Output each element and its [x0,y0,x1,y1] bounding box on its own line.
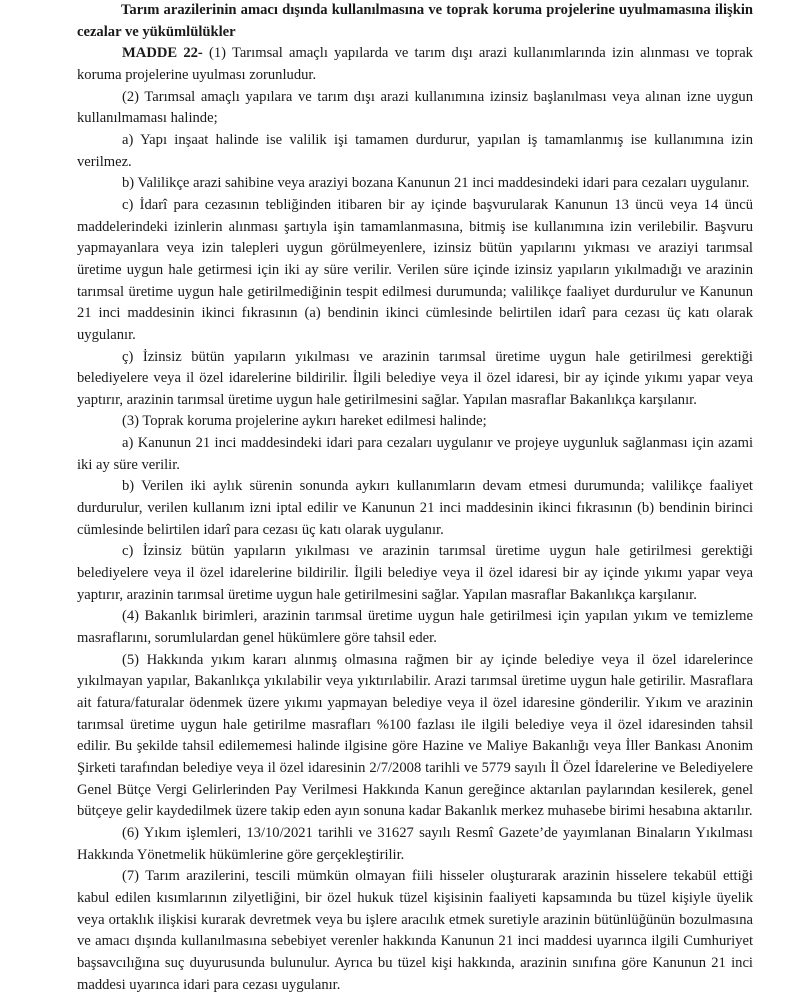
paragraph-3a: a) Kanunun 21 inci maddesindeki idari para cezaları uygulanır ve projeye uygunluk sağlanması için azami iki ay süre verilir. [77,435,753,473]
paragraph-3: (3) Toprak koruma projelerine aykırı hareket edilmesi halinde; [122,413,487,430]
paragraph-3c: c) İzinsiz bütün yapıların yıkılması ve arazinin tarımsal üretime uygun hale getirilmesi gerektiği belediyelere veya il özel idarelerine bildirilir. İlgili belediye veya il özel idaresi bir ay içinde yıkımı yapar veya yaptırır, arazinin tarımsal üretime uygun hale getirilmesini sağlar. Yapılan masraflar Bakanlıkça karşılanır. [77,543,753,603]
paragraph-2c: c) İdarî para cezasının tebliğinden itibaren bir ay içinde başvurularak Kanunun 13 üncü veya 14 üncü maddelerindeki izinlerin alınması şartıyla işin tamamlanmasına, bitmiş ise kullanımına izin verilebilir. Başvuru yapmayanlara veya izin talepleri uygun görülmeyenlere, izinsiz bütün yapılarını yıkması ve araziyi tarımsal üretime uygun hale getirmesi için iki ay süre verilir. Verilen süre içinde izinsiz yapıların yıkılmadığı ve arazinin tarımsal üretime uygun hale getirilmediğinin tespit edilmesi durumunda; valilikçe faaliyet durdurulur ve Kanunun 21 inci maddesinin ikinci fıkrasının (a) bendinin ikinci cümlesinde belirtilen idarî para cezası üç katı olarak uygulanır. [77,196,753,343]
article-heading: Tarım arazilerinin amacı dışında kullanılmasına ve toprak koruma projelerine uyulmamasına ilişkin cezalar ve yükümlülükler [77,2,753,40]
paragraph-3b: b) Verilen iki aylık sürenin sonunda aykırı kullanımların devam etmesi durumunda; valilikçe faaliyet durdurulur, verilen kullanım izni iptal edilir ve Kanunun 21 inci maddesinin ikinci fıkrasının (b) bendinin birinci cümlesinde belirtilen idarî para cezası üç katı olarak uygulanır. [77,478,753,538]
paragraph-2cc: ç) İzinsiz bütün yapıların yıkılması ve arazinin tarımsal üretime uygun hale getirilmesi gerektiği belediyelere veya il özel idarelerine bildirilir. İlgili belediye veya il özel idaresi, bir ay içinde yıkımı yapar veya yaptırır, arazinin tarımsal üretime uygun hale getirilmesini sağlar. Yapılan masraflar Bakanlıkça karşılanır. [77,348,753,408]
paragraph-1-text: (1) Tarımsal amaçlı yapılarda ve tarım dışı arazi kullanımlarında izin alınması ve toprak koruma projelerine uyulması zorunludur. [77,45,753,83]
paragraph-2a: a) Yapı inşaat halinde ise valilik işi tamamen durdurur, yapılan iş tamamlanmış ise kullanımına izin verilmez. [77,131,753,170]
paragraph-6: (6) Yıkım işlemleri, 13/10/2021 tarihli ve 31627 sayılı Resmî Gazete’de yayımlanan Binaların Yıkılması Hakkında Yönetmelik hükümlerine göre gerçekleştirilir. [77,824,753,863]
paragraph-7: (7) Tarım arazilerini, tescili mümkün olmayan fiili hisseler oluşturarak arazinin hisselere tekabül ettiği kabul edilen kısımlarının zilyetliğini, bir özel hukuk tüzel kişisinin faaliyeti kapsamında bu tüzel kişiyle üyelik veya ortaklık ilişkisi kurarak devretmek veya bu işlere aracılık etmek suretiyle arazinin bütünlüğünün bozulmasına ve amacı dışında kullanılmasına sebebiyet verenler hakkında Kanunun 21 inci maddesi uyarınca ilgili Cumhuriyet başsavcılığına suç duyurusunda bulunulur. Ayrıca bu tüzel kişi hakkında, arazinin sınıfına göre Kanunun 21 inci maddesi uyarınca idari para cezası uygulanır. [77,868,753,993]
article-label: MADDE 22- [122,45,203,62]
paragraph-1 [77,43,753,86]
paragraph-2b: b) Valilikçe arazi sahibine veya araziyi bozana Kanunun 21 inci maddesindeki idari para cezaları uygulanır. [122,175,750,192]
paragraph-2: (2) Tarımsal amaçlı yapılara ve tarım dışı arazi kullanımına izinsiz başlanılması veya alınan izne uygun kullanılmaması halinde; [77,88,753,127]
document-page [77,0,753,996]
paragraph-4: (4) Bakanlık birimleri, arazinin tarımsal üretime uygun hale getirilmesi için yapılan yıkım ve temizleme masraflarını, sorumlulardan genel hükümlere göre tahsil eder. [77,608,753,647]
paragraph-5: (5) Hakkında yıkım kararı alınmış olmasına rağmen bir ay içinde belediye veya il özel idarelerince yıkılmayan yapılar, Bakanlıkça yıkılabilir veya yıktırılabilir. Arazi tarımsal üretime uygun hale getirilir. Masraflara ait fatura/faturalar ödenmek üzere yıkımı yapmayan belediye veya il özel idaresine gönderilir. Yıkım ve arazinin tarımsal üretime uygun hale getirilme masrafları %100 fazlası ile ilgili belediye veya il özel idaresinden tahsil edilir. Bu şekilde tahsil edilememesi halinde ilgisine göre Hazine ve Maliye Bakanlığı veya İller Bankası Anonim Şirketi tarafından belediye veya il özel idaresinin 2/7/2008 tarihli ve 5779 sayılı İl Özel İdarelerine ve Belediyelere Genel Bütçe Vergi Gelirlerinden Pay Verilmesi Hakkında Kanun gereğince aktarılan paylarından kesilerek, genel bütçeye gelir kaydedilmek üzere takip eden ayın sonuna kadar Bakanlık merkez muhasebe birimi hesabına aktarılır. [77,651,753,820]
